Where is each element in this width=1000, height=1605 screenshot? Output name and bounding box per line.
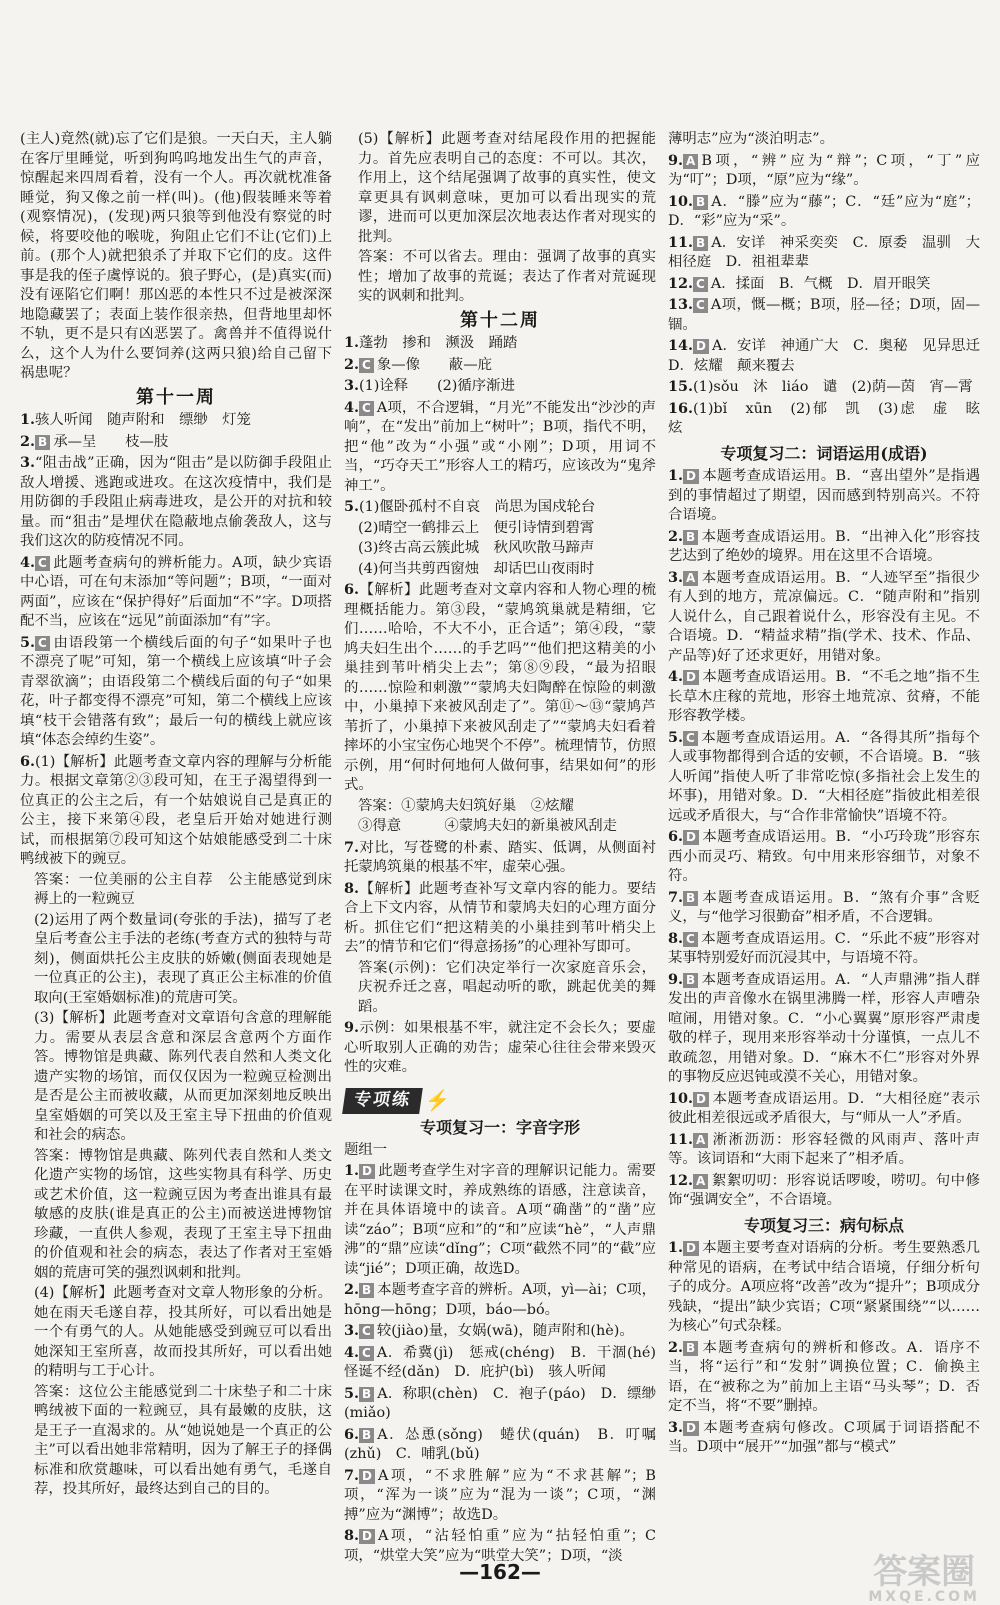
answer-choice-badge: B [683, 891, 698, 906]
answer-item [20, 553, 332, 632]
answer-page [20, 130, 995, 1564]
item-number: 11. [668, 233, 694, 251]
item-number: 5. [668, 728, 684, 746]
answer-choice-badge: C [359, 401, 374, 416]
item-number: 9. [668, 151, 684, 169]
item-text: (4)何当共剪西窗烛 却话巴山夜雨时 [358, 560, 595, 577]
answer-item [668, 399, 995, 439]
item-text: A．希冀(jì) 惩戒(chéng) B．干涸(hé) 怪诞不经(dǎn) D．庇护(bì) 骇人听闻 [344, 1344, 671, 1380]
answer-item [20, 633, 332, 751]
answer-choice-badge: B [35, 435, 50, 450]
item-text: (3)终古高云簇此城 秋风吹散马蹄声 [358, 540, 595, 556]
answer-item [668, 377, 980, 398]
answer-paragraph [20, 1284, 332, 1382]
item-text: 本题考查成语运用。C．“乐此不疲”形容对某事特别爱好而沉浸其中，与语境不符。 [668, 930, 980, 966]
item-number: 11. [668, 1130, 694, 1148]
item-number: 8. [344, 879, 360, 897]
item-text: 本题考查病句的辨析和修改。A．语序不当，将“运行”和“发射”调换位置；C．偷换主语，在“被称之为”前加上主语“马头琴”；D．否定不当，将“不要”删掉。 [668, 1339, 980, 1414]
answer-item [668, 970, 980, 1088]
item-text: 本题考查成语运用。B．“煞有介事”含贬义，与“他学习很勤奋”相矛盾，不合逻辑。 [668, 889, 980, 925]
answer-item [668, 1171, 980, 1211]
answer-item [668, 888, 980, 928]
item-number: 8. [344, 1527, 360, 1544]
answer-paragraph [344, 817, 656, 837]
answer-choice-badge: A [683, 154, 698, 169]
answer-item [344, 1321, 656, 1342]
item-text: 本题考查字音的辨析。A项，yì—ài；C项，hōng—hōng；D项，báo—bó。 [344, 1282, 656, 1318]
answer-choice-badge: B [359, 1283, 374, 1298]
item-text: 承—呈 枝—肢 [53, 433, 169, 450]
item-text: A．称职(chèn) C．袍子(páo) D．缥缈(miǎo) [344, 1385, 656, 1421]
answer-choice-badge: A [693, 1174, 708, 1189]
item-text: (4)【解析】此题考查对文章人物形象的分析。她在雨天毛遂自荐，投其所好，可以看出她是一个有勇气的人。从她能感受到豌豆可以看出她深知王室所喜，故而投其所好，可以看出她的精明与工于心计。 [34, 1285, 332, 1379]
answer-item [668, 233, 980, 273]
item-number: 1. [344, 1162, 360, 1179]
item-text: (1)【解析】此题考查文章内容的理解与分析能力。根据文章第②③段可知，在王子渴望得到一位真正的公主之后，有一个姑娘说自己是真正的公主，接下来第④段，老皇后开始对她进行测试，而根据第⑦段可知这个姑娘能感受到二十床鸭绒被下的豌豆。 [20, 753, 332, 867]
column-left [20, 130, 332, 1560]
answer-paragraph [20, 1147, 332, 1284]
item-number: 2. [344, 1281, 360, 1298]
answer-paragraph [344, 539, 656, 559]
answer-choice-badge: C [693, 298, 708, 313]
answer-item [668, 1338, 980, 1417]
item-text: 答案(示例)：它们决定举行一次家庭音乐会，庆祝乔迁之喜，唱起动听的歌，跳起优美的舞蹈。 [358, 959, 656, 1015]
item-text: A项，慨—概；B项，胫—径；D项，固—锢。 [668, 297, 980, 333]
answer-choice-badge: D [359, 1164, 375, 1179]
answer-choice-badge: A [683, 571, 698, 586]
item-text: “阻击战”正确，因为“阻击”是以防御手段阻止敌人增援、逃跑或进攻。在这次疫情中，我们是用防御的手段阻止病毒进攻，是公开的对抗和较量。而“狙击”是埋伏在隐蔽地点偷袭敌人，这与我们这次的防疫情况不同。 [20, 455, 332, 549]
answer-paragraph [20, 130, 332, 384]
item-number: 3. [668, 1418, 684, 1436]
answer-paragraph [20, 1383, 332, 1500]
answer-item [668, 192, 980, 232]
item-number: 2. [20, 432, 36, 450]
answer-paragraph [344, 248, 656, 307]
item-text: 本题主要考查对语病的分析。考生要熟悉几种常见的语病，在考试中结合语境，仔细分析句子的成分。A项应将“改善”改为“提升”；B项成分残缺，“提出”缺少宾语；C项“紧紧围绕”“以……为核心”句式杂糅。 [668, 1240, 980, 1334]
item-text: 答案：博物馆是典藏、陈列代表自然和人类文化遗产实物的场馆，这些实物具有科学、历史或艺术价值，这一粒豌豆因为考查出谁具有最敏感的皮肤(谁是真正的公主)而被送进博物馆珍藏，一直供人参观，表现了王室主导下扭曲的价值观和社会的病态，表达了作者对王室婚姻的荒唐可笑的强烈讽刺和批判。 [34, 1147, 332, 1281]
special-practice-banner [344, 1088, 656, 1114]
answer-choice-badge: C [35, 556, 50, 571]
item-number: 15. [668, 378, 694, 395]
item-text: 此题考查学生对字音的理解识记能力。需要在平时读课文时，养成熟练的语感，注意读音，并在具体语境中的读音。A项“确凿”的“凿”应读“záo”；B项“应和”的“和”应读“hè”，“人声鼎沸”的“鼎”应读“dǐng”；C项“截然不同”的“截”应读“jié”；D项正确，故选D。 [344, 1163, 656, 1277]
answer-paragraph [20, 911, 332, 1009]
item-text: A．安详 神采奕奕 C．原委 温驯 大相径庭 D．祖祖辈辈 [668, 234, 980, 270]
answer-choice-badge: C [359, 1324, 374, 1339]
item-number: 7. [668, 888, 684, 906]
item-text: 答案：①蒙鸠夫妇筑好巢 ②炫耀 [358, 797, 574, 814]
answer-item [20, 410, 332, 431]
section-heading: 第十一周 [136, 386, 216, 408]
item-number: 5. [344, 498, 360, 515]
answer-item [668, 527, 980, 567]
item-text: ③得意 ④蒙鸠夫妇的新巢被风刮走 [358, 818, 618, 834]
item-number: 9. [668, 970, 684, 988]
item-number: 6. [344, 1425, 360, 1443]
answer-item [668, 568, 980, 667]
item-number: 13. [668, 296, 694, 313]
item-number: 8. [668, 929, 684, 947]
item-text: 蓬勃 掺和 濒汲 踊踏 [359, 335, 518, 351]
answer-item [668, 274, 980, 295]
section-heading: 第十二周 [460, 309, 540, 331]
item-number: 5. [20, 633, 36, 651]
answer-paragraph [20, 1009, 332, 1146]
answer-choice-badge: D [359, 1469, 375, 1484]
item-number: 1. [20, 411, 36, 428]
answer-paragraph [344, 130, 656, 247]
item-number: 12. [668, 274, 694, 292]
item-text: 薄明志”应为“淡泊明志”。 [668, 131, 834, 147]
answer-item [344, 1280, 656, 1320]
item-text: A．揉面 B．气概 D．眉开眼笑 [710, 275, 931, 292]
column-middle [344, 130, 671, 1564]
answer-paragraph [344, 797, 656, 817]
item-number: 3. [20, 454, 36, 471]
watermark-logo-text: 答案圈 [873, 1552, 976, 1592]
answer-item [20, 453, 332, 552]
answer-item [668, 667, 980, 727]
item-text: 答案：这位公主能感觉到二十床垫子和二十床鸭绒被下面的一粒豌豆，具有最嫩的皮肤，这是王子一直渴求的。从“她说她是一个真正的公主”可以看出她非常精明，因为了解王子的择偶标准和欣赏趣味，可以看出她有勇气，毛遂自荐，投其所好，最终达到自己的目的。 [34, 1383, 332, 1497]
answer-choice-badge: C [683, 932, 698, 947]
item-number: 1. [344, 334, 360, 351]
answer-item [344, 1343, 671, 1383]
item-text: 题组一 [344, 1141, 388, 1158]
answer-item [344, 1018, 656, 1078]
subsection-heading: 专项复习三：病句标点 [743, 1215, 904, 1235]
item-text: (1)bǐ xūn (2)郁 凯 (3)虑 虚 眩 炫 [668, 400, 995, 436]
answer-item [668, 295, 980, 335]
item-text: 象—像 蔽—庇 [376, 356, 492, 373]
item-text: (1)偃卧孤村不自哀 尚思为国戍轮台 [359, 499, 596, 515]
answer-choice-badge: D [683, 670, 699, 685]
item-text: 本题考查成语运用。D．“大相径庭”表示彼此相差很远或矛盾很大，与“师从一人”矛盾。 [668, 1090, 980, 1126]
item-text: 本题考查成语运用。A．“人声鼎沸”指人群发出的声音像水在锅里沸腾一样，形容人声嘈杂喧闹，用错对象。C．“小心翼翼”原形容严肃虔敬的样子，现用来形容举动十分谨慎，一点儿不敢疏忽，用错对象。D．“麻木不仁”形容对外界的事物反应迟钝或漠不关心，用错对象。 [668, 971, 980, 1085]
item-number: 6. [20, 752, 36, 770]
item-number: 14. [668, 337, 694, 354]
answer-item [668, 336, 995, 376]
item-text: 答案：不可以省去。理由：强调了故事的真实性；增加了故事的荒诞；表达了作者对荒诞现实的讽刺和批判。 [358, 249, 656, 304]
item-text: 由语段第一个横线后面的句子“如果叶子也不漂亮了呢”可知，第一个横线上应该填“叶子会青翠欲滴”；由语段第二个横线后面的句子“如果花，叶子都变得不漂亮”可知，第二个横线上应该填“枝干会错落有致”；最后一句的横线上就应该填“体态会绰约生姿”。 [20, 634, 332, 748]
item-number: 16. [668, 399, 694, 417]
answer-choice-badge: C [693, 277, 708, 292]
item-text: 示例：如果根基不牢，就注定不会长久；要虚心听取别人正确的劝告；虚荣心往往会带来毁灭性的灾难。 [344, 1020, 656, 1075]
item-text: 【解析】此题考查对文章内容和人物心理的梳理概括能力。第③段，“蒙鸠筑巢就是精细，它们……哈哈，不大不小，正合适”；第④段，“蒙鸠夫妇生出个……的手艺吗”“他们把这精美的小巢挂到苇叶梢尖上去”；第⑧⑨段，“最为招眼的……惊险和刺激”“蒙鸠夫妇陶醉在惊险的刺激中，小巢掉下来被风刮走了”。第⑪～⑬“蒙鸠芦苇折了，小巢掉下来被风刮走了”“蒙鸠夫妇看着摔坏的小宝宝伤心地哭个不停”。梳理情节，仿照示例，用“何时何地何人做何事，结果如何”的形式。 [344, 582, 656, 793]
item-text: (1)sǒu 沐 liáo 谴 (2)荫—茵 宵—霄 [693, 379, 973, 395]
item-number: 10. [668, 1089, 694, 1107]
answer-choice-badge: B [359, 1428, 374, 1443]
answer-item [668, 827, 980, 887]
answer-choice-badge: D [683, 1421, 699, 1436]
answer-choice-badge: B [693, 236, 708, 251]
item-text: 【解析】此题考查补写文章内容的能力。要结合上下文内容，从情节和蒙鸠夫妇的心理方面分析。抓住它们“把这精美的小巢挂到苇叶梢尖上去”的情节和它们“得意扬扬”的心理补写即可。 [344, 880, 656, 955]
item-number: 3. [344, 377, 360, 394]
item-text: 较(jiào)量，女娲(wā)，随声附和(hè)。 [376, 1323, 634, 1339]
answer-item [344, 398, 656, 497]
page-number: —162— [459, 1560, 541, 1584]
answer-item [668, 728, 980, 827]
item-number: 5. [344, 1384, 360, 1402]
column-right [668, 130, 995, 1560]
item-number: 6. [344, 581, 360, 598]
answer-choice-badge: D [683, 1241, 699, 1256]
answer-paragraph [668, 130, 980, 150]
item-text: (主人)竟然(就)忘了它们是狼。一天白天，主人躺在客厅里睡觉，听到狗呜呜地发出生气的声音，惊醒起来四周看着，没有一个人。再次就枕准备睡觉，狗又像之前一样(叫)。(他)假装睡来等着(观察情况)，(发现)两只狼等到他没有察觉的时候，将要咬他的喉咙，狗阻止它们不让(它们)上前。(那个人)就把狼杀了并取下它们的皮。这件事是我的侄子虞惇说的。狼子野心，(是)真实(而)没有诬陷它们啊！那凶恶的本性只不过是被深深地隐藏罢了；表面上装作很亲热，但背地里却怀不轨，更不是只有凶恶罢了。禽兽并不值得说什么，这个人为什么要饲养(这两只狼)给自己留下祸患呢？ [20, 131, 332, 381]
answer-choice-badge: B [693, 195, 708, 210]
answer-item [344, 879, 656, 958]
banner-label: 专项练 [342, 1088, 423, 1114]
answer-choice-badge: B [683, 1341, 698, 1356]
answer-item [668, 929, 980, 969]
item-text: 本题考查成语运用。B．“喜出望外”是指遇到的事情超过了期望，因而感到特别高兴。不符合语境。 [668, 468, 980, 523]
item-text: 本题考查成语运用。B．“不毛之地”指不生长草木庄稼的荒地，形容土地荒凉、贫瘠，不能形容教学楼。 [668, 669, 980, 724]
answer-choice-badge: D [683, 469, 699, 484]
item-number: 2. [344, 355, 360, 373]
answer-item [20, 752, 332, 870]
answer-choice-badge: C [35, 636, 50, 651]
answer-choice-badge: A [693, 1133, 708, 1148]
answer-choice-badge: B [683, 530, 698, 545]
answer-item [668, 466, 980, 526]
item-text: 答案：一位美丽的公主自荐 公主能感觉到床褥上的一粒豌豆 [34, 871, 332, 907]
item-number: 4. [344, 1343, 360, 1361]
item-number: 9. [344, 1019, 360, 1036]
answer-choice-badge: C [359, 1346, 374, 1361]
item-number: 2. [668, 527, 684, 545]
item-text: 对比，写苍鹭的朴素、踏实、低调，从侧面衬托蒙鸠筑巢的根基不牢，虚荣心强。 [344, 839, 656, 875]
item-text: 淅淅沥沥：形容轻微的风雨声、落叶声等。该词语和“大雨下起来了”相矛盾。 [668, 1131, 980, 1167]
item-text: 本题考查成语运用。A．“各得其所”指每个人或事物都得到合适的安顿，不合语境。B．“骇人听闻”指使人听了非常吃惊(多指社会上发生的坏事)，用错对象。D．“大相径庭”指彼此相差很远或矛盾很大，与“合作非常愉快”语境不符。 [668, 729, 980, 824]
answer-choice-badge: B [359, 1387, 374, 1402]
answer-item [344, 580, 656, 796]
watermark-url: MXQE.COM [868, 1589, 980, 1605]
answer-choice-badge: D [693, 339, 709, 354]
item-text: (2)运用了两个数量词(夸张的手法)，描写了老皇后考查公主手法的老练(考查方式的独特与苛刻)，侧面烘托公主皮肤的娇嫩(侧面表现她是一位真正的公主)，表现了真正公主标准的价值取向(王室婚姻标准)的荒唐可笑。 [34, 911, 332, 1006]
item-number: 7. [344, 838, 360, 856]
subsection-heading: 专项复习一：字音字形 [419, 1118, 580, 1137]
item-text: A．安详 神通广大 C．奥秘 见异思迁 D．炫耀 颠来覆去 [668, 338, 995, 374]
answer-item [668, 151, 980, 191]
lightning-icon: ⚡ [425, 1087, 450, 1112]
item-text: 本题考查病句修改。C项属于词语搭配不当。D项中“展开”“加强”都与“模式” [668, 1419, 980, 1455]
answer-item [344, 1161, 656, 1279]
answer-paragraph [344, 560, 656, 580]
answer-choice-badge: B [683, 973, 698, 988]
item-text: A．“滕”应为“藤”；C．“廷”应为“庭”；D．“彩”应为“采”。 [668, 193, 980, 229]
item-number: 10. [668, 192, 694, 210]
answer-item [344, 497, 656, 518]
item-text: (1)诠释 (2)循序渐进 [359, 378, 515, 394]
item-text: 本题考查成语运用。B．“人迹罕至”指很少有人到的地方，荒凉偏远。C．“随声附和”指别人说什么，自己跟着说什么，形容没有主见。不合语境。D．“精益求精”指(学术、技术、作品、产品等)好了还求更好，用错对象。 [668, 569, 980, 664]
item-number: 3. [668, 568, 684, 586]
answer-item [668, 1418, 980, 1458]
answer-item [668, 1238, 980, 1337]
answer-choice-badge: D [683, 830, 699, 845]
answer-paragraph [344, 959, 656, 1018]
item-text: A．怂恿(sǒng) 蜷伏(quán) B．叮嘱(zhǔ) C．哺乳(bǔ) [344, 1426, 656, 1462]
item-text: (5)【解析】此题考查对结尾段作用的把握能力。首先应表明自己的态度：不可以。其次，作用上，这个结尾强调了故事的真实性，使文章更具有讽刺意味，更加可以看出现实的荒谬，进而可以更加深层次地表达作者对现实的批判。 [358, 131, 656, 245]
answer-choice-badge: C [683, 731, 698, 746]
item-text: B项，“辨”应为“辩”；C项，“丁”应为“叮”；D项，“原”应为“缘”。 [668, 152, 980, 188]
answer-item [344, 355, 656, 376]
answer-choice-badge: D [693, 1092, 709, 1107]
answer-item [344, 376, 656, 397]
item-text: 絮絮叨叨：形容说话啰唆，唠叨。句中修饰“强调安全”，不合语境。 [668, 1172, 980, 1208]
item-number: 1. [668, 467, 684, 484]
item-text: 本题考查成语运用。B．“小巧玲珑”形容东西小而灵巧、精致。句中用来形容细节，对象不符。 [668, 829, 980, 884]
answer-paragraph [344, 519, 656, 539]
answer-item [344, 1425, 656, 1465]
answer-paragraph [344, 1141, 656, 1161]
answer-choice-badge: D [359, 1529, 375, 1544]
item-text: 骇人听闻 随声附和 缥缈 灯笼 [35, 412, 251, 428]
answer-choice-badge: C [359, 358, 374, 373]
answer-paragraph [20, 871, 332, 910]
answer-item [344, 838, 656, 878]
answer-item [668, 1130, 980, 1170]
item-text: A项，“不求胜解”应为“不求甚解”；B项，“浑为一谈”应为“混为一谈”；C项，“渊搏”应为“渊博”；故选D。 [344, 1467, 656, 1523]
item-number: 6. [668, 828, 684, 845]
item-text: 本题考查成语运用。B．“出神入化”形容技艺达到了绝妙的境界。用在这里不合语境。 [668, 528, 980, 564]
item-number: 4. [668, 668, 684, 685]
item-text: 此题考查病句的辨析能力。A项，缺少宾语中心语，可在句末添加“等问题”；B项，“一面对两面”，应该在“保护得好”后面加“不”字。D项搭配不当，应该在“远见”前面添加“有”字。 [20, 554, 332, 629]
answer-item [344, 1384, 656, 1424]
answer-item [344, 1466, 656, 1526]
item-text: A项，不合逻辑，“月光”不能发出“沙沙的声响”，在“发出”前加上“树叶”；B项，指代不明，把“他”改为“小强”或“小刚”；D项，用词不当，“巧夺天工”形容人工的精巧，应该改为“鬼斧神工”。 [344, 399, 656, 494]
item-number: 2. [668, 1338, 684, 1356]
site-watermark [868, 1552, 980, 1605]
item-number: 12. [668, 1171, 694, 1189]
item-number: 3. [344, 1322, 360, 1339]
subsection-heading: 专项复习二：词语运用(成语) [720, 443, 928, 463]
item-text: (2)晴空一鹤排云上 便引诗情到碧霄 [358, 519, 595, 536]
item-number: 4. [344, 398, 360, 416]
item-number: 1. [668, 1239, 684, 1256]
answer-item [344, 333, 656, 354]
answer-item [668, 1089, 980, 1129]
item-text: A项，“沾轻怕重”应为“拈轻怕重”；C项，“烘堂大笑”应为“哄堂大笑”；D项，“淡 [344, 1528, 656, 1564]
item-text: (3)【解析】此题考查对文章语句含意的理解能力。需要从表层含意和深层含意两个方面作答。博物馆是典藏、陈列代表自然和人类文化遗产实物的场馆，而仅仅因为一粒豌豆检测出是否是公主而被收藏，从而更加深刻地反映出皇室婚姻的可笑以及王室主导下扭曲的价值观和社会的病态。 [34, 1010, 332, 1143]
item-number: 4. [20, 553, 36, 571]
item-number: 7. [344, 1466, 360, 1484]
answer-item [20, 432, 332, 453]
